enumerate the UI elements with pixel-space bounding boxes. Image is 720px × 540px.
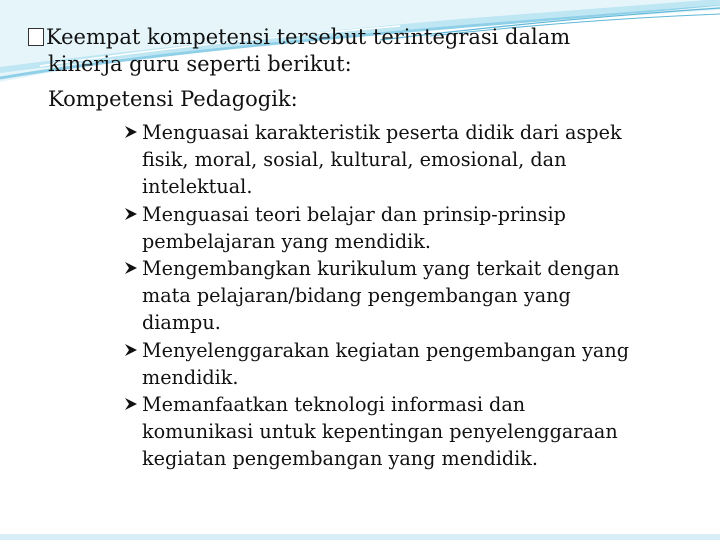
arrowhead-check-icon — [124, 125, 138, 139]
section-title: Kompetensi Pedagogik: — [48, 87, 298, 111]
list-item-line: Menguasai teori belajar dan prinsip-prinsip — [142, 202, 566, 226]
heading-line-1 — [28, 24, 570, 50]
list-item — [124, 391, 714, 473]
list-item-line: Menguasai karakteristik peserta didik dari aspek — [142, 121, 622, 144]
list-item-line: Mengembangkan kurikulum yang terkait dengan — [142, 257, 620, 281]
list-item-line: Menyelenggarakan kegiatan pengembangan yang — [142, 338, 629, 362]
arrowhead-check-icon — [124, 343, 138, 357]
competency-list — [124, 119, 714, 473]
list-item — [124, 255, 714, 337]
list-item-line: intelektual. — [142, 175, 253, 199]
arrowhead-check-icon — [124, 207, 138, 221]
heading-line-2: kinerja guru seperti berikut: — [48, 52, 352, 76]
list-item — [124, 337, 714, 391]
heading-text-1: Keempat kompetensi tersebut terintegrasi dalam — [46, 25, 571, 49]
list-item-line: mendidik. — [142, 365, 239, 389]
list-item-line: diampu. — [142, 311, 221, 335]
list-item-line: komunikasi untuk kepentingan penyelenggaraan — [142, 420, 618, 444]
list-item-line: fisik, moral, sosial, kultural, emosional, dan — [142, 148, 567, 172]
list-item — [124, 201, 714, 255]
list-item — [124, 119, 714, 201]
list-item-line: mata pelajaran/bidang pengembangan yang — [142, 284, 571, 308]
arrowhead-check-icon — [124, 261, 138, 275]
list-item-line: pembelajaran yang mendidik. — [142, 229, 431, 253]
list-item-line: kegiatan pengembangan yang mendidik. — [142, 447, 539, 471]
missing-glyph-box-icon — [28, 28, 44, 46]
list-item-line: Memanfaatkan teknologi informasi dan — [142, 393, 526, 417]
arrowhead-check-icon — [124, 397, 138, 411]
